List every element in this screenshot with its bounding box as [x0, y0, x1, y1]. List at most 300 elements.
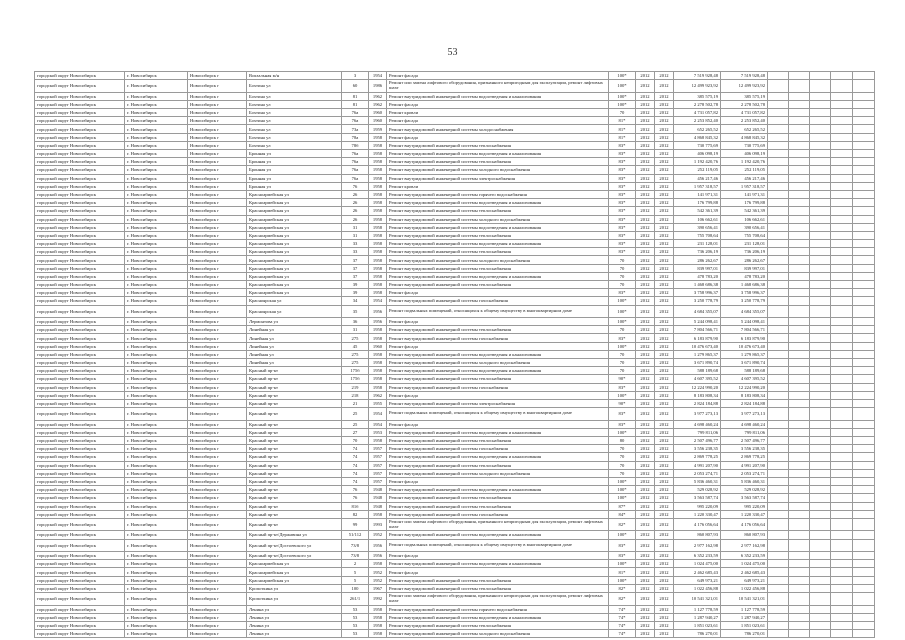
cell-work-type: Ремонт кровли [387, 109, 609, 117]
cell-cost-total: 3 977 273,13 [674, 408, 721, 421]
empty-cell [853, 445, 875, 453]
cell-city: Новосибирск г [188, 326, 247, 334]
cell-start-year: 2012 [636, 158, 655, 166]
cell-city: Новосибирск г [188, 399, 247, 407]
cell-end-year: 2012 [655, 367, 674, 375]
cell-wear: 84* [609, 510, 636, 518]
table-row [35, 445, 875, 453]
cell-year: 1958 [369, 630, 387, 638]
empty-cell [810, 125, 831, 133]
table-row [35, 477, 875, 485]
cell-wear: 90* [609, 375, 636, 383]
cell-cost-total: 2 824 184,88 [674, 399, 721, 407]
cell-street: Линейная ул [247, 334, 342, 342]
cell-municipality: городской округ Новосибирск [35, 576, 125, 584]
cell-wear: 74* [609, 613, 636, 621]
cell-start-year: 2012 [636, 383, 655, 391]
empty-cell [810, 391, 831, 399]
empty-cell [831, 240, 853, 248]
cell-municipality: городской округ Новосибирск [35, 518, 125, 531]
cell-street: Кропоткина ул [247, 584, 342, 592]
table-row [35, 560, 875, 568]
cell-work-type: Ремонт или замена лифтового оборудования, признанного непригодным для эксплуатации, ремонт лифтовых шахт [387, 593, 609, 606]
cell-end-year: 2012 [655, 437, 674, 445]
cell-wear: 83* [609, 215, 636, 223]
empty-cell [768, 272, 789, 280]
cell-cost-fund: 799 811,06 [721, 428, 768, 436]
empty-cell [831, 367, 853, 375]
cell-settlement: г. Новосибирск [125, 100, 188, 108]
cell-house: 53 [342, 621, 369, 629]
empty-cell [831, 375, 853, 383]
cell-start-year: 2012 [636, 630, 655, 638]
table-row [35, 486, 875, 494]
cell-cost-fund: 3 563 587,74 [721, 494, 768, 502]
cell-street: Красноармейская ул [247, 215, 342, 223]
empty-cell [768, 141, 789, 149]
empty-cell [768, 605, 789, 613]
cell-work-type: Ремонт внутридомовой инженерной системы водоотведения и канализования [387, 613, 609, 621]
cell-wear: 81* [609, 568, 636, 576]
table-row [35, 502, 875, 510]
table-row [35, 383, 875, 391]
cell-wear: 100* [609, 342, 636, 350]
cell-settlement: г. Новосибирск [125, 428, 188, 436]
cell-work-type: Ремонт фасада [387, 568, 609, 576]
empty-cell [810, 199, 831, 207]
empty-cell [768, 223, 789, 231]
cell-start-year: 2012 [636, 445, 655, 453]
cell-cost-fund: 6 352 233,59 [721, 552, 768, 560]
cell-house: 53 [342, 605, 369, 613]
cell-year: 1959 [369, 125, 387, 133]
empty-cell [810, 518, 831, 531]
cell-city: Новосибирск г [188, 150, 247, 158]
cell-street: Красноармейская ул [247, 248, 342, 256]
cell-city: Новосибирск г [188, 531, 247, 539]
empty-cell [810, 437, 831, 445]
empty-cell [853, 297, 875, 305]
cell-wear: 83* [609, 539, 636, 552]
empty-cell [768, 289, 789, 297]
cell-wear: 100* [609, 531, 636, 539]
cell-house: 53 [342, 613, 369, 621]
cell-house: 78а [342, 133, 369, 141]
empty-cell [810, 80, 831, 93]
cell-cost-fund: 286 262,67 [721, 256, 768, 264]
cell-year: 1952 [369, 568, 387, 576]
cell-settlement: г. Новосибирск [125, 486, 188, 494]
empty-cell [768, 281, 789, 289]
cell-municipality: городской округ Новосибирск [35, 568, 125, 576]
cell-year: 1956 [369, 305, 387, 318]
cell-start-year: 2012 [636, 231, 655, 239]
cell-year: 1958 [369, 215, 387, 223]
empty-cell [789, 584, 810, 592]
cell-settlement: г. Новосибирск [125, 125, 188, 133]
table-row [35, 199, 875, 207]
cell-city: Новосибирск г [188, 305, 247, 318]
empty-cell [831, 272, 853, 280]
cell-start-year: 2012 [636, 568, 655, 576]
empty-cell [831, 256, 853, 264]
cell-wear: 74* [609, 621, 636, 629]
empty-cell [853, 248, 875, 256]
empty-cell [768, 174, 789, 182]
cell-house: 37 [342, 272, 369, 280]
empty-cell [831, 420, 853, 428]
cell-settlement: г. Новосибирск [125, 342, 188, 350]
cell-city: Новосибирск г [188, 539, 247, 552]
cell-cost-fund: 1 220 330,47 [721, 510, 768, 518]
cell-wear: 83* [609, 240, 636, 248]
cell-start-year: 2012 [636, 560, 655, 568]
cell-house: 74 [342, 469, 369, 477]
empty-cell [768, 437, 789, 445]
cell-year: 1958 [369, 174, 387, 182]
cell-year: 1958 [369, 240, 387, 248]
empty-cell [810, 334, 831, 342]
cell-work-type: Ремонт внутридомовой инженерной системы горячего водоснабжения [387, 605, 609, 613]
cell-street: Бронная ул [247, 166, 342, 174]
cell-work-type: Ремонт внутридомовой инженерной системы теплоснабжения [387, 281, 609, 289]
cell-work-type: Ремонт внутридомовой инженерной системы теплоснабжения [387, 494, 609, 502]
cell-cost-fund: 736 206,19 [721, 248, 768, 256]
cell-start-year: 2012 [636, 166, 655, 174]
cell-house: 45 [342, 342, 369, 350]
empty-cell [853, 531, 875, 539]
empty-cell [810, 359, 831, 367]
cell-city: Новосибирск г [188, 375, 247, 383]
cell-cost-total: 1 851 023,61 [674, 621, 721, 629]
cell-house: 275 [342, 359, 369, 367]
cell-wear: 87* [609, 502, 636, 510]
empty-cell [831, 461, 853, 469]
cell-start-year: 2012 [636, 125, 655, 133]
cell-start-year: 2012 [636, 207, 655, 215]
cell-municipality: городской округ Новосибирск [35, 391, 125, 399]
empty-cell [831, 72, 853, 80]
cell-work-type: Ремонт внутридомовой инженерной системы холодного водоснабжения [387, 359, 609, 367]
empty-cell [810, 576, 831, 584]
cell-start-year: 2012 [636, 150, 655, 158]
cell-cost-fund: 4 868 845,32 [721, 133, 768, 141]
cell-work-type: Ремонт фасада [387, 552, 609, 560]
empty-cell [789, 231, 810, 239]
cell-house: 33 [342, 248, 369, 256]
empty-cell [789, 342, 810, 350]
cell-settlement: г. Новосибирск [125, 469, 188, 477]
cell-start-year: 2012 [636, 281, 655, 289]
cell-work-type: Ремонт внутридомовой инженерной системы теплоснабжения [387, 207, 609, 215]
table-row [35, 248, 875, 256]
cell-end-year: 2012 [655, 502, 674, 510]
cell-year: 1958 [369, 281, 387, 289]
cell-end-year: 2012 [655, 190, 674, 198]
cell-cost-fund: 2 462 685,43 [721, 568, 768, 576]
cell-wear: 70 [609, 281, 636, 289]
cell-start-year: 2012 [636, 469, 655, 477]
empty-cell [831, 437, 853, 445]
empty-cell [810, 552, 831, 560]
cell-end-year: 2012 [655, 560, 674, 568]
empty-cell [789, 552, 810, 560]
cell-start-year: 2012 [636, 190, 655, 198]
empty-cell [768, 207, 789, 215]
cell-end-year: 2012 [655, 391, 674, 399]
cell-wear: 83* [609, 150, 636, 158]
cell-street: Красный пр-кт [247, 453, 342, 461]
cell-settlement: г. Новосибирск [125, 174, 188, 182]
cell-house: 261/1 [342, 593, 369, 606]
cell-cost-total: 456 217,46 [674, 174, 721, 182]
empty-cell [768, 158, 789, 166]
empty-cell [789, 477, 810, 485]
empty-cell [853, 272, 875, 280]
cell-end-year: 2012 [655, 399, 674, 407]
cell-wear: 83* [609, 166, 636, 174]
cell-municipality: городской округ Новосибирск [35, 231, 125, 239]
cell-settlement: г. Новосибирск [125, 281, 188, 289]
cell-municipality: городской округ Новосибирск [35, 80, 125, 93]
cell-settlement: г. Новосибирск [125, 630, 188, 638]
cell-house: 275 [342, 350, 369, 358]
cell-start-year: 2012 [636, 334, 655, 342]
empty-cell [768, 420, 789, 428]
empty-cell [853, 231, 875, 239]
cell-municipality: городской округ Новосибирск [35, 240, 125, 248]
cell-end-year: 2012 [655, 445, 674, 453]
cell-settlement: г. Новосибирск [125, 256, 188, 264]
cell-cost-total: 1 220 330,47 [674, 510, 721, 518]
empty-cell [853, 383, 875, 391]
cell-wear: 83* [609, 190, 636, 198]
cell-city: Новосибирск г [188, 334, 247, 342]
cell-house: 275 [342, 334, 369, 342]
cell-settlement: г. Новосибирск [125, 494, 188, 502]
cell-street: Красноармейская ул [247, 240, 342, 248]
empty-cell [831, 215, 853, 223]
table-row [35, 240, 875, 248]
empty-cell [768, 117, 789, 125]
cell-house: 33 [342, 240, 369, 248]
empty-cell [810, 605, 831, 613]
cell-wear: 70 [609, 109, 636, 117]
cell-end-year: 2012 [655, 350, 674, 358]
empty-cell [853, 174, 875, 182]
cell-cost-fund: 3 758 996,37 [721, 289, 768, 297]
cell-wear: 70 [609, 445, 636, 453]
cell-house: 60 [342, 80, 369, 93]
cell-end-year: 2012 [655, 420, 674, 428]
cell-end-year: 2012 [655, 621, 674, 629]
cell-year: 1958 [369, 621, 387, 629]
empty-cell [853, 477, 875, 485]
cell-work-type: Ремонт подвальных помещений, относящихся к общему имуществу в многоквартирном доме [387, 539, 609, 552]
empty-cell [853, 190, 875, 198]
empty-cell [831, 318, 853, 326]
cell-city: Новосибирск г [188, 133, 247, 141]
empty-cell [789, 207, 810, 215]
empty-cell [810, 568, 831, 576]
cell-municipality: городской округ Новосибирск [35, 297, 125, 305]
cell-house: 76а [342, 174, 369, 182]
cell-municipality: городской округ Новосибирск [35, 182, 125, 190]
cell-city: Новосибирск г [188, 510, 247, 518]
cell-cost-fund: 2 278 502,78 [721, 100, 768, 108]
cell-city: Новосибирск г [188, 174, 247, 182]
cell-city: Новосибирск г [188, 117, 247, 125]
cell-cost-fund: 10 476 673,40 [721, 342, 768, 350]
cell-street: Ленина ул [247, 630, 342, 638]
cell-municipality: городской округ Новосибирск [35, 560, 125, 568]
cell-street: Линейная ул [247, 350, 342, 358]
cell-start-year: 2012 [636, 510, 655, 518]
cell-work-type: Ремонт внутридомовой инженерной системы теплоснабжения [387, 461, 609, 469]
empty-cell [853, 568, 875, 576]
cell-start-year: 2012 [636, 437, 655, 445]
cell-street: Кропоткина ул [247, 593, 342, 606]
cell-year: 1960 [369, 117, 387, 125]
cell-wear: 70 [609, 256, 636, 264]
empty-cell [831, 92, 853, 100]
empty-cell [768, 510, 789, 518]
empty-cell [853, 80, 875, 93]
cell-house: 70 [342, 437, 369, 445]
cell-street: Красный пр-кт [247, 494, 342, 502]
table-row [35, 256, 875, 264]
cell-street: Линейная ул [247, 359, 342, 367]
cell-start-year: 2012 [636, 621, 655, 629]
cell-street: Линейная ул [247, 326, 342, 334]
cell-end-year: 2012 [655, 150, 674, 158]
empty-cell [853, 461, 875, 469]
empty-cell [789, 305, 810, 318]
cell-year: 1958 [369, 375, 387, 383]
cell-municipality: городской округ Новосибирск [35, 125, 125, 133]
cell-street: Ленина ул [247, 605, 342, 613]
cell-year: 1986 [369, 80, 387, 93]
cell-house: 5 [342, 576, 369, 584]
empty-cell [853, 92, 875, 100]
cell-municipality: городской округ Новосибирск [35, 621, 125, 629]
cell-end-year: 2012 [655, 453, 674, 461]
cell-street: Бронная ул [247, 158, 342, 166]
cell-year: 1958 [369, 272, 387, 280]
empty-cell [831, 199, 853, 207]
table-row [35, 289, 875, 297]
empty-cell [853, 391, 875, 399]
empty-cell [768, 399, 789, 407]
empty-cell [789, 568, 810, 576]
cell-street: Красноармейская ул [247, 207, 342, 215]
empty-cell [810, 117, 831, 125]
empty-cell [853, 207, 875, 215]
cell-house: 73а [342, 125, 369, 133]
cell-municipality: городской округ Новосибирск [35, 207, 125, 215]
cell-street: Красный пр-кт [247, 375, 342, 383]
cell-cost-fund: 2 253 852,40 [721, 117, 768, 125]
empty-cell [831, 408, 853, 421]
table-row [35, 326, 875, 334]
cell-work-type: Ремонт внутридомовой инженерной системы теплоснабжения [387, 621, 609, 629]
cell-house: 76 [342, 494, 369, 502]
cell-house: 99 [342, 518, 369, 531]
empty-cell [831, 359, 853, 367]
empty-cell [789, 486, 810, 494]
cell-start-year: 2012 [636, 289, 655, 297]
cell-cost-fund: 1 192 420,76 [721, 158, 768, 166]
cell-cost-fund: 8 183 808,34 [721, 391, 768, 399]
cell-end-year: 2012 [655, 461, 674, 469]
empty-cell [853, 408, 875, 421]
cell-settlement: г. Новосибирск [125, 350, 188, 358]
cell-year: 1958 [369, 560, 387, 568]
cell-cost-fund: 1 022 456,88 [721, 584, 768, 592]
empty-cell [789, 199, 810, 207]
empty-cell [810, 182, 831, 190]
cell-settlement: г. Новосибирск [125, 359, 188, 367]
cell-cost-fund: 2 977 162,98 [721, 539, 768, 552]
empty-cell [810, 453, 831, 461]
empty-cell [789, 256, 810, 264]
cell-work-type: Ремонт внутридомовой инженерной системы газоснабжения [387, 334, 609, 342]
cell-wear: 83* [609, 182, 636, 190]
cell-wear: 83* [609, 334, 636, 342]
empty-cell [810, 207, 831, 215]
cell-municipality: городской округ Новосибирск [35, 539, 125, 552]
empty-cell [853, 486, 875, 494]
cell-year: 1948 [369, 502, 387, 510]
cell-start-year: 2012 [636, 305, 655, 318]
cell-start-year: 2012 [636, 174, 655, 182]
cell-house: 73/8 [342, 552, 369, 560]
empty-cell [853, 281, 875, 289]
cell-start-year: 2012 [636, 584, 655, 592]
empty-cell [789, 100, 810, 108]
cell-cost-fund: 141 971,31 [721, 190, 768, 198]
empty-cell [831, 584, 853, 592]
cell-municipality: городской округ Новосибирск [35, 72, 125, 80]
empty-cell [853, 109, 875, 117]
cell-start-year: 2012 [636, 264, 655, 272]
empty-cell [831, 568, 853, 576]
empty-cell [810, 92, 831, 100]
empty-cell [853, 359, 875, 367]
capital-repair-table-sheet [34, 71, 874, 637]
cell-year: 1958 [369, 437, 387, 445]
empty-cell [789, 420, 810, 428]
cell-city: Новосибирск г [188, 281, 247, 289]
cell-city: Новосибирск г [188, 158, 247, 166]
empty-cell [768, 630, 789, 638]
empty-cell [789, 539, 810, 552]
cell-work-type: Ремонт внутридомовой инженерной системы водоотведения и канализования [387, 223, 609, 231]
empty-cell [810, 231, 831, 239]
cell-city: Новосибирск г [188, 383, 247, 391]
capital-repair-table [34, 71, 875, 638]
empty-cell [768, 92, 789, 100]
cell-cost-fund: 4 731 057,82 [721, 109, 768, 117]
cell-municipality: городской округ Новосибирск [35, 305, 125, 318]
empty-cell [768, 240, 789, 248]
cell-cost-total: 736 206,19 [674, 248, 721, 256]
cell-cost-total: 755 708,64 [674, 231, 721, 239]
cell-start-year: 2012 [636, 272, 655, 280]
cell-city: Новосибирск г [188, 486, 247, 494]
cell-settlement: г. Новосибирск [125, 510, 188, 518]
cell-wear: 83* [609, 231, 636, 239]
